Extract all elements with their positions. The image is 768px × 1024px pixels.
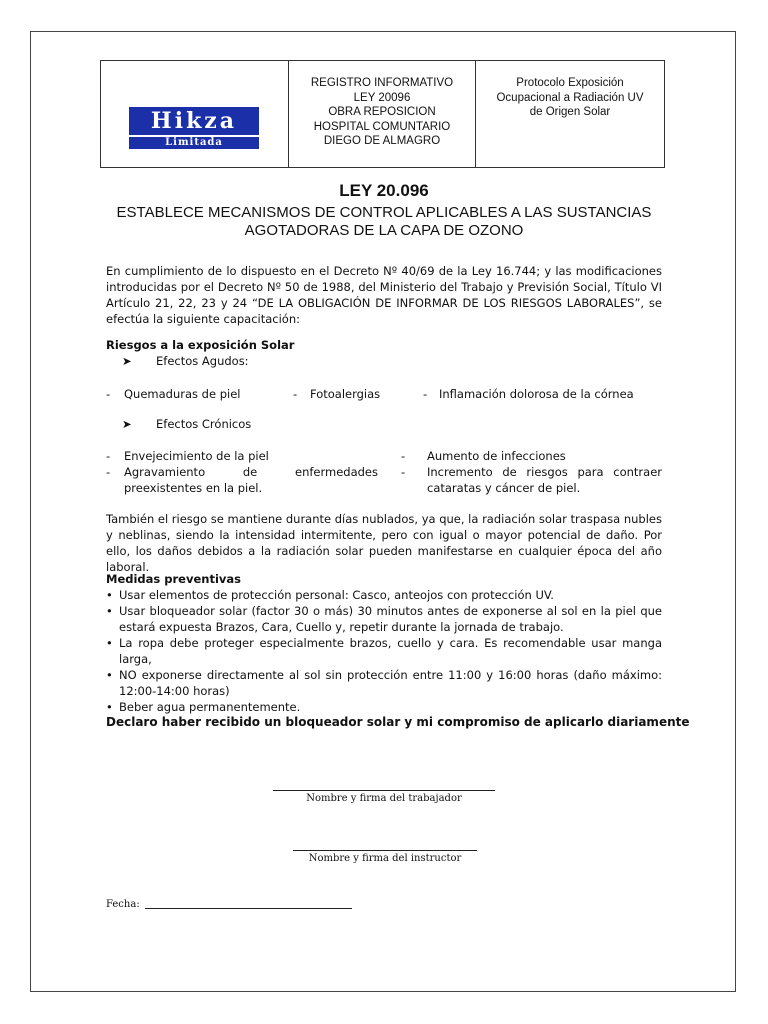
protocol-line: Ocupacional a Radiación UV (496, 91, 644, 104)
protocol-line: de Origen Solar (529, 106, 611, 118)
acute-item: Quemaduras de piel (124, 387, 241, 401)
measures-heading: Medidas preventivas (106, 572, 241, 586)
acute-item: Inflamación dolorosa de la córnea (439, 387, 634, 401)
measure-item: • NO exponerse directamente al sol sin protección entre 11:00 y 16:00 horas (daño máximo: 12:00-14:00 horas) (106, 667, 662, 699)
chronic-item: Incremento de riesgos para contraer cataratas y cáncer de piel. (427, 465, 662, 495)
date-label: Fecha: (106, 899, 140, 910)
registry-line: OBRA REPOSICION (328, 106, 436, 118)
risks-heading: Riesgos a la exposición Solar (106, 338, 295, 352)
instructor-signature-label: Nombre y firma del instructor (308, 853, 462, 864)
dash-bullet: - (423, 387, 428, 401)
dash-bullet: - (106, 449, 111, 463)
registry-line: HOSPITAL COMUNTARIO (313, 120, 451, 133)
header-protocol-cell (476, 61, 664, 167)
measures-list (106, 587, 662, 715)
dash-bullet: - (106, 465, 111, 479)
registry-line: REGISTRO INFORMATIVO (310, 77, 454, 89)
dash-bullet: - (401, 465, 406, 479)
company-logo (129, 107, 259, 149)
dash-bullet: - (106, 387, 111, 401)
measure-item: • La ropa debe proteger especialmente brazos, cuello y cara. Es recomendable usar manga larga, (106, 635, 662, 667)
cloudy-days-paragraph: También el riesgo se mantiene durante días nublados, ya que, la radiación solar traspasa nubles y neblinas, siendo la intensidad intermitente, pero con igual o mayor potencial de daño. Por ello, los daños debidos a la radiación solar pueden manifestarse en cualquier época del año laboral. (106, 512, 662, 574)
dash-bullet: - (401, 449, 406, 463)
header-logo-cell (101, 61, 289, 167)
measure-item: • Usar bloqueador solar (factor 30 o más) 30 minutos antes de exponerse al sol en la piel que estará expuesta Brazos, Cara, Cuello y, repetir durante la jornada de trabajo. (106, 603, 662, 635)
document-title: LEY 20.096 (339, 181, 429, 200)
chronic-item: Agravamiento de enfermedades preexistentes en la piel. (124, 465, 378, 495)
chronic-item: Envejecimiento de la piel (124, 449, 269, 463)
measure-item: • Usar elementos de protección personal: Casco, anteojos con protección UV. (106, 587, 662, 603)
header-registry-cell (289, 61, 476, 167)
arrow-bullet-icon: ➤ (122, 417, 132, 431)
acute-item: Fotoalergias (310, 387, 381, 401)
acute-effects-label: Efectos Agudos: (156, 354, 249, 368)
chronic-item: Aumento de infecciones (427, 449, 566, 463)
worker-signature-line[interactable] (273, 790, 495, 791)
date-field-line[interactable] (145, 908, 352, 909)
declaration-statement: Declaro haber recibido un bloqueador solar y mi compromiso de aplicarlo diariamente (106, 715, 690, 729)
logo-main-text: Hikza (129, 107, 259, 135)
document-subtitle: ESTABLECE MECANISMOS DE CONTROL APLICABLES A LAS SUSTANCIAS AGOTADORAS DE LA CAPA DE OZONO (116, 204, 652, 239)
logo-sub-text: Limitada (129, 137, 259, 149)
measure-item: • Beber agua permanentemente. (106, 699, 662, 715)
worker-signature-label: Nombre y firma del trabajador (306, 793, 462, 804)
intro-paragraph: En cumplimiento de lo dispuesto en el Decreto Nº 40/69 de la Ley 16.744; y las modificaciones introducidas por el Decreto Nº 50 de 1988, del Ministerio del Trabajo y Previsión Social, Título VI Artículo 21, 22, 23 y 24 “DE LA OBLIGACIÓN DE INFORMAR DE LOS RIESGOS LABORALES”, se efectúa la siguiente capacitación: (106, 264, 662, 326)
document-page (30, 31, 736, 992)
instructor-signature-line[interactable] (293, 850, 477, 851)
header-table (100, 60, 665, 168)
protocol-line: Protocolo Exposición (516, 77, 624, 89)
dash-bullet: - (293, 387, 298, 401)
registry-line: LEY 20096 (353, 91, 411, 104)
registry-line: DIEGO DE ALMAGRO (323, 135, 441, 147)
arrow-bullet-icon: ➤ (122, 354, 132, 368)
chronic-effects-label: Efectos Crónicos (156, 417, 252, 431)
